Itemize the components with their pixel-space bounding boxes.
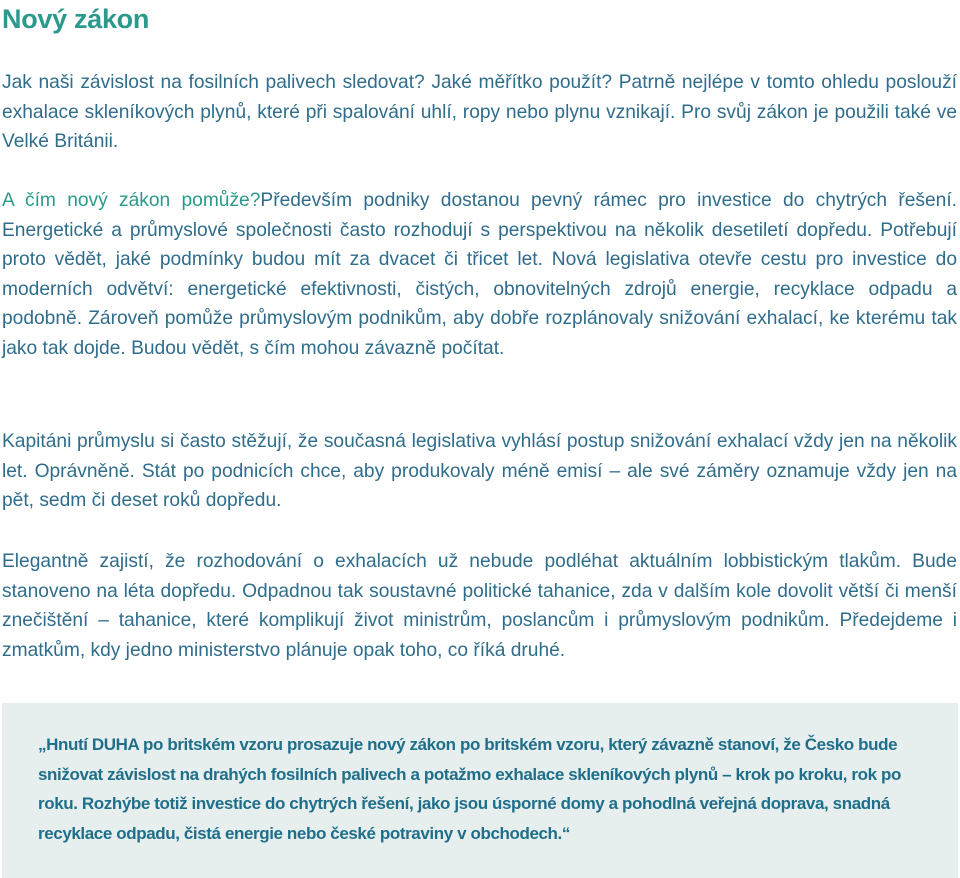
paragraph-lead-question: A čím nový zákon pomůže?: [2, 190, 261, 211]
paragraph-industry: Kapitáni průmyslu si často stěžují, že současná legislativa vyhlásí postup snižování exhalací vždy jen na několik let. Oprávněně. Stát po podnicích chce, aby produkovaly méně emisí – ale své záměry oznamuje vždy jen na pět, sedm či deset roků dopředu.: [2, 431, 957, 511]
paragraph-lobbying: Elegantně zajistí, že rozhodování o exhalacích už nebude podléhat aktuálním lobbistickým tlakům. Bude stanoveno na léta dopředu. Odpadnou tak soustavné politické tahanice, zda v dalším kole dovolit větší či menší znečištění – tahanice, které komplikují život ministrům, poslancům i průmyslovým podnikům. Předejdeme i zmatkům, kdy jedno ministerstvo plánuje opak toho, co říká druhé.: [2, 551, 957, 661]
pull-quote: „Hnutí DUHA po britském vzoru prosazuje nový zákon po britském vzoru, který závazně stanoví, že Česko bude snižovat závislost na drahých fosilních palivech a potažmo exhalace skleníkových plynů – krok po kroku, rok po roku. Rozhýbe totiž investice do chytrých řešení, jako jsou úsporné domy a pohodlná veřejná doprava, snadná recyklace odpadu, čistá energie nebo české potraviny v obchodech.“: [38, 735, 901, 843]
paragraph-benefits-body: Především podniky dostanou pevný rámec pro investice do chytrých řešení. Energetické a průmyslové společnosti často rozhodují s perspektivou na několik desetiletí dopředu. Potřebují proto vědět, jaké podmínky budou mít za dvacet či třicet let. Nová legislativa otevře cestu pro investice do moderních odvětví: energetické efektivnosti, čistých, obnovitelných zdrojů energie, recyklace odpadu a podobně. Zároveň pomůže průmyslovým podnikům, aby dobře rozplánovaly snižování exhalací, ke kterému tak jako tak dojde. Budou vědět, s čím mohou závazně počítat.: [2, 190, 957, 359]
article-title: Nový zákon: [2, 4, 150, 34]
paragraph-benefits: [2, 186, 957, 363]
paragraph-intro: Jak naši závislost na fosilních palivech sledovat? Jaké měřítko použít? Patrně nejlépe v tomto ohledu poslouží exhalace skleníkových plynů, které při spalování uhlí, ropy nebo plynu vznikají. Pro svůj zákon je použili také ve Velké Británii.: [2, 72, 957, 152]
quote-box: [2, 703, 958, 878]
